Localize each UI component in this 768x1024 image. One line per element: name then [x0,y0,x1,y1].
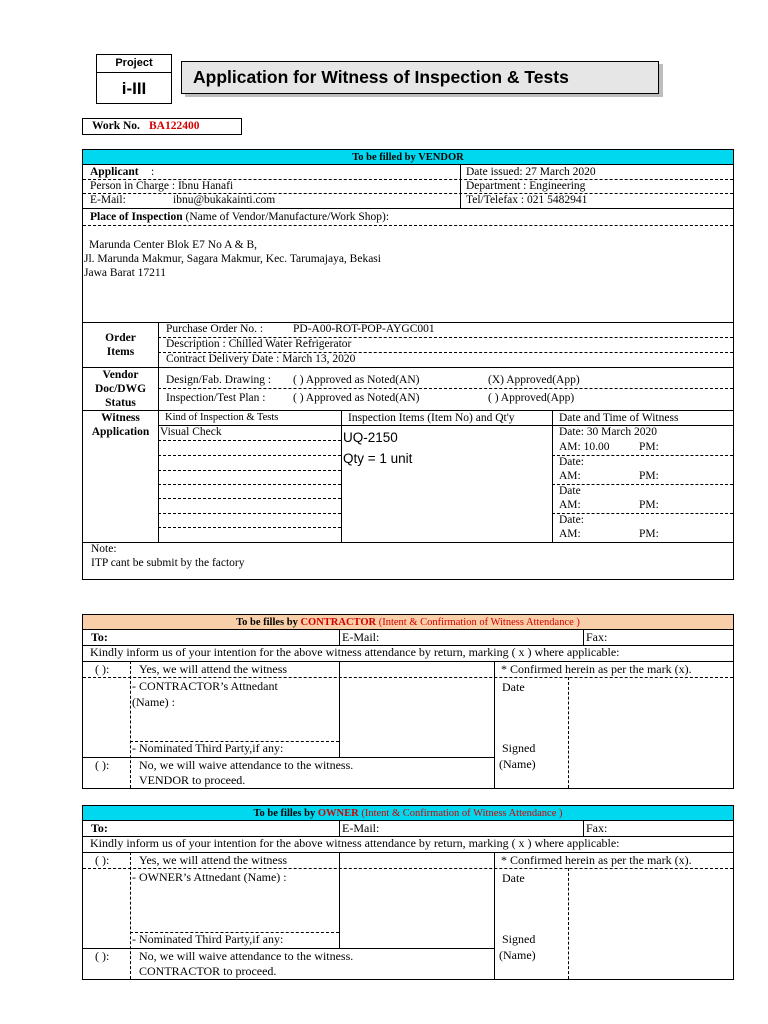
contractor-proceed: VENDOR to proceed. [139,773,246,787]
witness-am-4[interactable]: AM: [559,528,581,540]
note-label: Note: [91,543,117,555]
owner-fax-label: Fax: [586,821,608,835]
witness-label-2: Application [91,426,150,438]
project-value: i-III [121,79,147,98]
tel-fax[interactable]: Tel/Telefax : 021 5482941 [466,194,588,206]
contractor-email-label: E-Mail: [342,630,380,644]
purchase-order-value[interactable]: PD-A00-ROT-POP-AYGC001 [293,323,435,335]
owner-title-party: OWNER [317,808,359,819]
col-items-header: Inspection Items (Item No) and Qt'y [348,412,515,424]
witness-am-2[interactable]: AM: [559,470,581,482]
note-text[interactable]: ITP cant be submit by the factory [91,557,245,569]
contractor-title-prefix: To be filles by [236,617,298,628]
work-no-label: Work No. [92,120,140,132]
itp-approved[interactable]: ( ) Approved(App) [488,392,575,404]
page-title: Application for Witness of Inspection & Tests [193,67,569,87]
person-in-charge[interactable]: Person in Charge : Ibnu Hanafi [90,180,234,192]
witness-am-1[interactable]: AM: 10.00 [559,441,610,453]
work-no-value: BA122400 [149,120,200,132]
witness-pm-3[interactable]: PM: [639,499,659,511]
owner-to-label: To: [91,821,108,835]
witness-date-4[interactable]: Date: [559,514,584,526]
contractor-attendant: - CONTRACTOR’s Attnedant [132,679,278,693]
order-items-label-2: Items [106,346,135,358]
order-items-label-1: Order [105,332,136,344]
owner-mark-yes[interactable]: ( ): [95,853,110,867]
contractor-date-label: Date [502,680,525,694]
owner-nominated[interactable]: - Nominated Third Party,if any: [132,932,284,946]
place-label: Place of Inspection [90,211,183,223]
owner-title-suffix: (Intent & Confirmation of Witness Attendance ) [361,808,563,819]
kind-row-1[interactable]: Visual Check [160,426,222,438]
vendor-doc-label-2: Doc/DWG [94,383,147,395]
witness-pm-1[interactable]: PM: [639,441,659,453]
contractor-kindly: Kindly inform us of your intention for the above witness attendance by return, marking ( x ) where applicable: [90,645,620,659]
witness-date-2[interactable]: Date: [559,456,584,468]
applicant-label: Applicant [90,166,139,178]
owner-yes-text: Yes, we will attend the witness [139,853,288,867]
witness-date-1[interactable]: Date: 30 March 2020 [559,426,658,438]
contractor-nominated[interactable]: - Nominated Third Party,if any: [132,741,284,755]
vendor-doc-label-3: Status [105,397,136,409]
owner-confirmed: * Confirmed herein as per the mark (x). [501,853,692,867]
applicant-value[interactable]: : [151,166,155,178]
vendor-section-title: To be filled by VENDOR [352,152,464,163]
owner-signed-name: (Name) [499,948,536,962]
project-label: Project [115,57,153,69]
date-issued[interactable]: Date issued: 27 March 2020 [466,166,596,178]
contract-delivery-date[interactable]: Contract Delivery Date : March 13, 2020 [166,353,356,365]
contractor-to-label: To: [91,630,108,644]
email-label: E-Mail: [90,194,126,206]
purchase-order-label: Purchase Order No. : [166,323,264,335]
contractor-yes-text: Yes, we will attend the witness [139,662,288,676]
owner-no-text: No, we will waive attendance to the witness. [139,949,354,963]
itp-label: Inspection/Test Plan : [166,392,266,404]
witness-label-1: Witness [101,412,140,424]
owner-signed-label: Signed [502,932,536,946]
place-of-inspection [90,211,389,224]
design-approved[interactable]: (X) Approved(App) [488,374,580,386]
description[interactable]: Description : Chilled Water Refrigerator [166,338,352,350]
vendor-doc-label-1: Vendor [102,369,139,381]
owner-date-label: Date [502,871,525,885]
items-line-1[interactable]: UQ-2150 [343,430,398,445]
owner-email-label: E-Mail: [342,821,380,835]
col-kind-header: Kind of Inspection & Tests [165,412,279,423]
contractor-title-suffix: (Intent & Confirmation of Witness Attendance ) [378,617,580,628]
contractor-mark-no[interactable]: ( ): [95,758,110,772]
itp-approved-as-noted[interactable]: ( ) Approved as Noted(AN) [293,392,420,404]
contractor-attendant-name[interactable]: (Name) : [132,695,175,709]
contractor-confirmed: * Confirmed herein as per the mark (x). [501,662,692,676]
contractor-mark-yes[interactable]: ( ): [95,662,110,676]
address-line-3[interactable]: Jawa Barat 17211 [84,267,166,279]
email-value[interactable]: ibnu@bukakainti.com [173,194,276,206]
place-note: (Name of Vendor/Manufacture/Work Shop): [185,211,390,223]
owner-title-prefix: To be filles by [253,808,316,819]
contractor-title-party: CONTRACTOR [300,617,377,628]
design-drawing-label: Design/Fab. Drawing : [166,374,272,386]
items-line-2[interactable]: Qty = 1 unit [343,451,413,466]
col-date-header: Date and Time of Witness [559,412,679,424]
owner-attendant[interactable]: - OWNER’s Attnedant (Name) : [132,870,287,884]
owner-section-title [83,807,733,820]
witness-am-3[interactable]: AM: [559,499,581,511]
witness-date-3[interactable]: Date [559,485,581,497]
design-approved-as-noted[interactable]: ( ) Approved as Noted(AN) [293,374,420,386]
owner-mark-no[interactable]: ( ): [95,949,110,963]
witness-pm-4[interactable]: PM: [639,528,659,540]
department[interactable]: Department : Engineering [466,180,586,192]
contractor-signed-name: (Name) [499,757,536,771]
contractor-no-text: No, we will waive attendance to the witness. [139,758,354,772]
contractor-signed-label: Signed [502,741,536,755]
witness-pm-2[interactable]: PM: [639,470,659,482]
address-line-1[interactable]: Marunda Center Blok E7 No A & B, [89,239,258,251]
contractor-section-title [83,616,733,629]
owner-kindly: Kindly inform us of your intention for the above witness attendance by return, marking ( x ) where applicable: [90,836,620,850]
address-line-2[interactable]: Jl. Marunda Makmur, Sagara Makmur, Kec. Tarumajaya, Bekasi [84,253,381,265]
owner-proceed: CONTRACTOR to proceed. [139,964,277,978]
contractor-fax-label: Fax: [586,630,608,644]
